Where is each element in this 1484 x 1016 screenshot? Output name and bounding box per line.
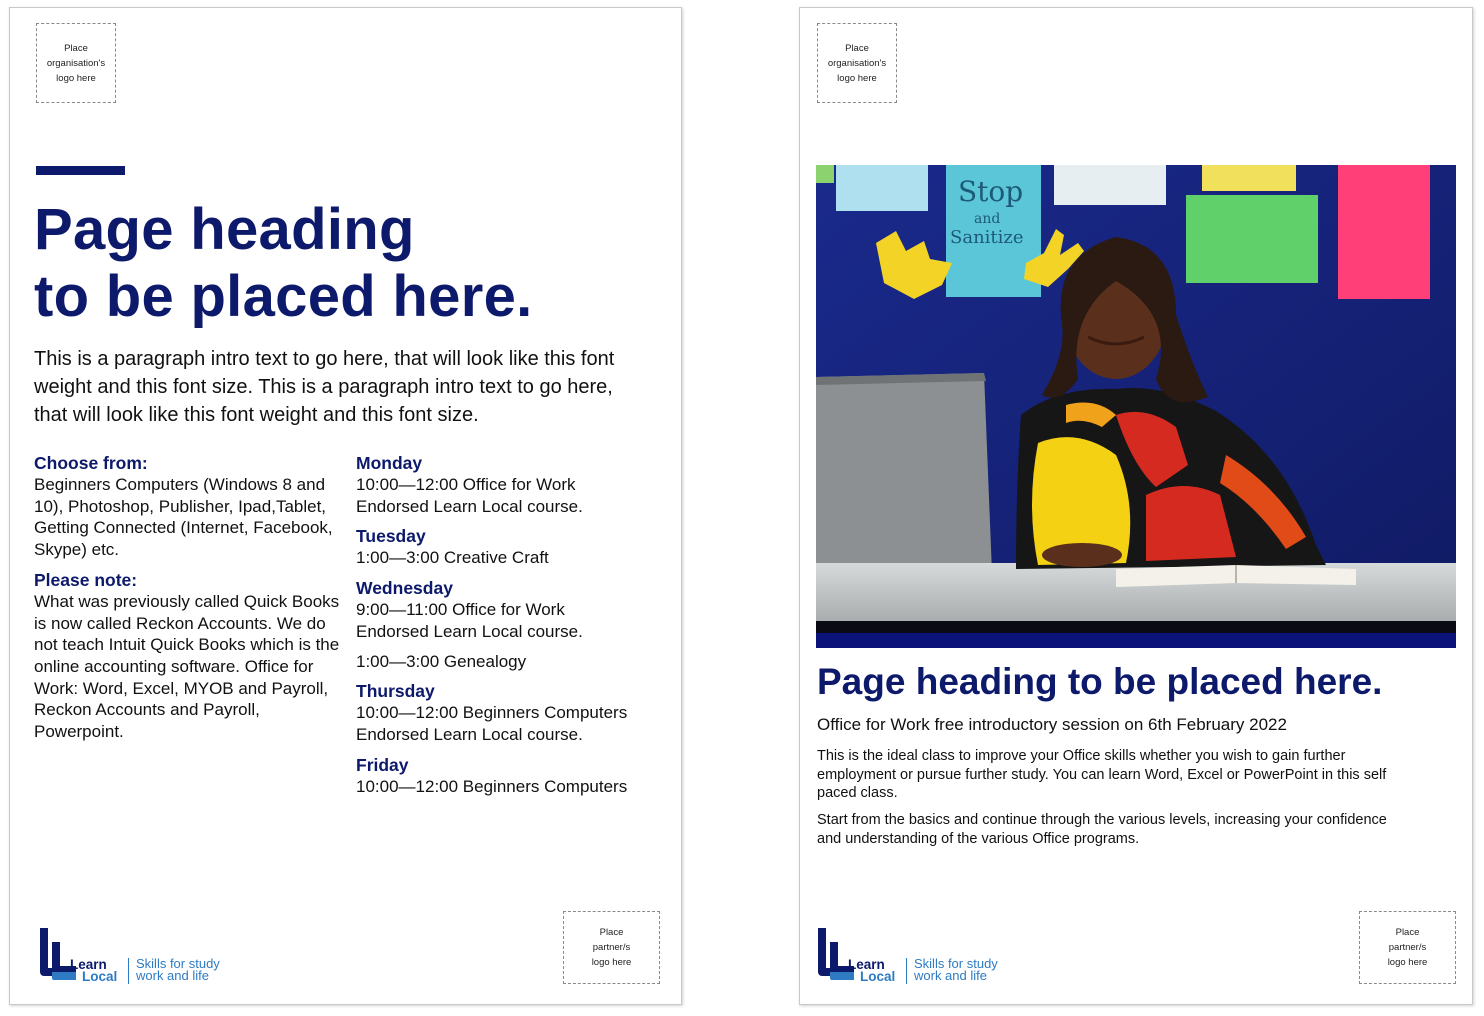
brand-divider [128,958,129,984]
subheading: Office for Work free introductory session on 6th February 2022 [817,715,1287,734]
day-title: Monday [356,453,423,473]
page-heading: Page heading to be placed here. [817,661,1383,702]
organisation-logo-placeholder: Place organisation's logo here [36,23,116,103]
learn-local-logo [40,926,250,986]
brand-tagline: Skills for study work and life [914,956,998,983]
brand-word-local: Local [860,969,896,984]
schedule-line: 1:00—3:00 Creative Craft [356,548,549,568]
choose-from-text: Beginners Computers (Windows 8 and 10), Photoshop, Publisher, Ipad,Tablet, Getting Connected (Internet, Facebook, Skype) etc. [34,475,333,560]
body-paragraph-2: Start from the basics and continue through the various levels, increasing your confidence and understanding of the various Office programs. [817,812,1387,847]
brand-word-learn: Learn [70,957,107,972]
photo-woman-at-laptop [816,165,1456,648]
schedule-tuesday [356,525,676,569]
schedule-line: 10:00—12:00 Beginners Computers [356,776,628,796]
brand-word-local: Local [82,969,118,984]
page-heading-line-1: Page heading [34,197,415,262]
info-column [34,452,344,743]
schedule-wednesday [356,577,676,672]
learn-local-mark-icon [40,926,84,982]
brand-word-learn: Learn [848,957,885,972]
schedule-thursday [356,680,676,745]
sign-stop-text: Stop [958,175,1024,208]
day-title: Friday [356,754,409,775]
body-paragraph-1: This is the ideal class to improve your Office skills whether you wish to gain further employment or pursue further study. You can learn Word, Excel or PowerPoint in this self paced class. [817,748,1387,801]
learn-local-mark-icon [818,926,862,982]
accent-bar [36,166,125,175]
schedule-monday [356,452,676,517]
partner-logo-placeholder: Place partner/s logo here [1359,911,1456,984]
partner-logo-placeholder: Place partner/s logo here [563,911,660,984]
flyer-page-left [9,7,682,1005]
brand-tagline: Skills for study work and life [136,956,220,983]
schedule-line: 10:00—12:00 Beginners Computers [356,703,628,723]
schedule-line: 10:00—12:00 Office for Work [356,475,576,494]
schedule-line: Endorsed Learn Local course. [356,496,583,516]
learn-local-logo [818,926,1028,986]
brand-divider [906,958,907,984]
intro-paragraph: This is a paragraph intro text to go here, that will look like this font weight and this font size. This is a paragraph intro text to go here, that will look like this font weight and this font size. [34,348,615,426]
schedule-column [356,452,676,797]
day-title: Wednesday [356,578,453,599]
schedule-line: 1:00—3:00 Genealogy [356,651,527,671]
flyer-page-right [799,7,1473,1005]
page-heading-line-2: to be placed here. [34,264,533,329]
organisation-logo-placeholder: Place organisation's logo here [817,23,897,103]
schedule-line: Endorsed Learn Local course. [356,621,583,641]
schedule-line: Endorsed Learn Local course. [356,724,583,744]
day-title: Tuesday [356,526,426,547]
sign-and-text: and [974,211,1001,227]
schedule-friday [356,754,676,798]
hero-photo [816,165,1456,648]
choose-from-title: Choose from: [34,453,148,473]
please-note-text: What was previously called Quick Books is now called Reckon Accounts. We do not teach Intuit Quick Books which is the online accounting software. Office for Work: Word, Excel, MYOB and Payroll, Reckon Accounts and Payroll, Powerpoint. [34,591,340,742]
day-title: Thursday [356,681,435,702]
please-note-title: Please note: [34,569,138,590]
page-heading [34,196,533,330]
schedule-line: 9:00—11:00 Office for Work [356,600,565,620]
sign-sanitize-text: Sanitize [950,227,1024,248]
